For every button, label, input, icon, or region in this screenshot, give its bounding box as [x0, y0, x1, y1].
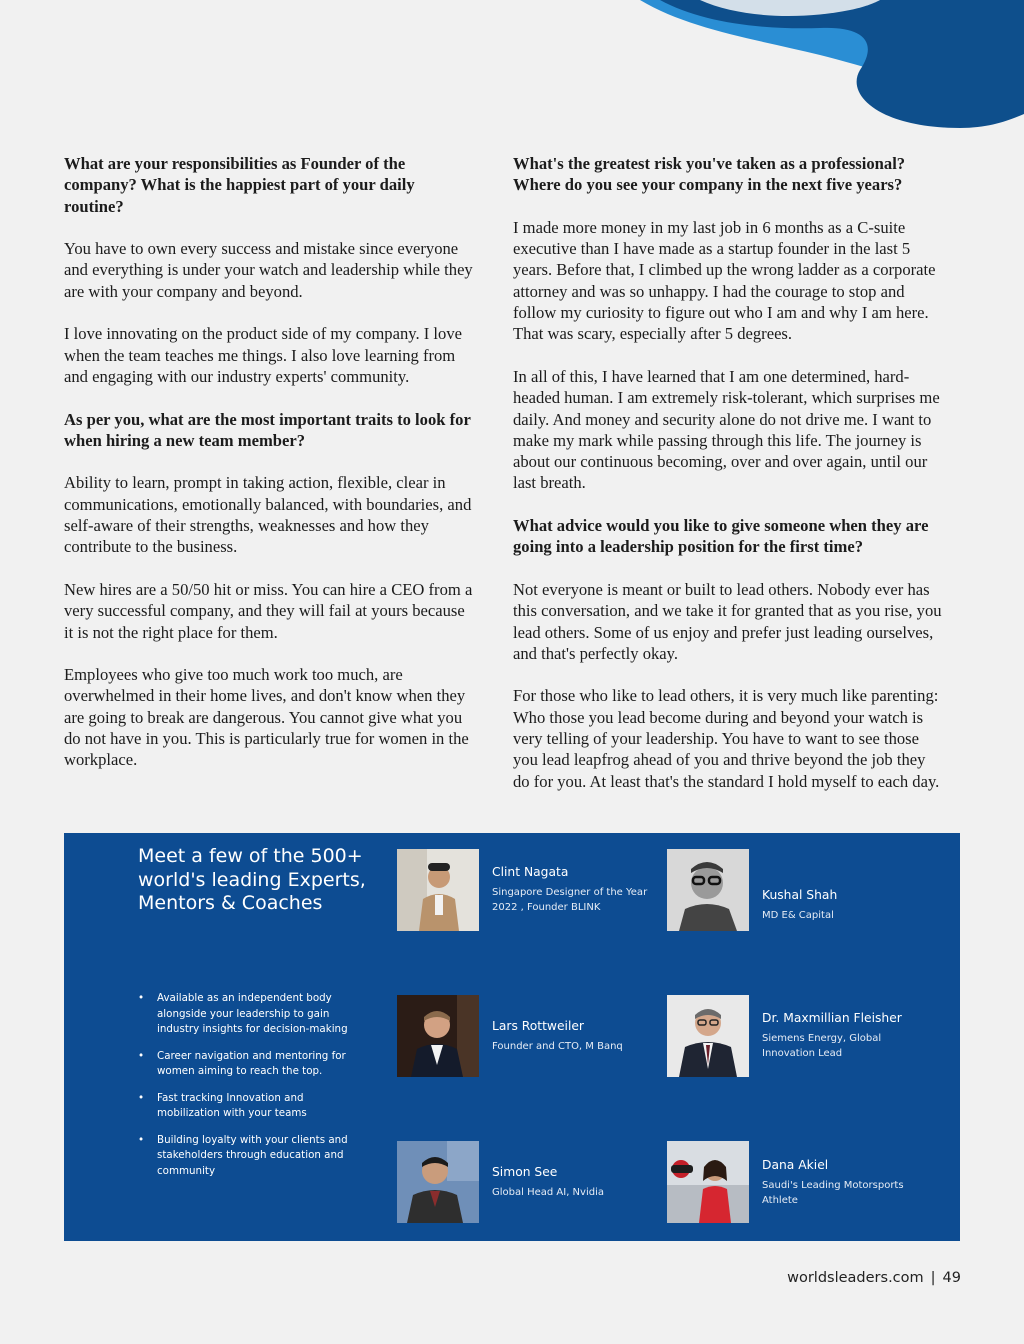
expert-photo	[667, 995, 749, 1077]
expert-name: Dr. Maxmillian Fleisher	[762, 1011, 902, 1025]
answer-paragraph: I love innovating on the product side of my company. I love when the team teaches me things. I also love learning from and engaging with our industry experts' community.	[64, 324, 463, 386]
expert-card-simon-see	[397, 1141, 657, 1223]
question-leadership-advice: What advice would you like to give someone when they are going into a leadership position for the first time?	[513, 516, 929, 557]
expert-name: Simon See	[492, 1165, 558, 1179]
expert-photo	[667, 1141, 749, 1223]
list-item: • Career navigation and mentoring for women aiming to reach the top.	[138, 1049, 368, 1080]
question-hiring-traits: As per you, what are the most important traits to look for when hiring a new team member?	[64, 409, 471, 450]
answer-paragraph: Employees who give too much work too much, are overwhelmed in their home lives, and don't know when they are going to break are dangerous. You cannot give what you do not have in you. This is particularly true for women in the workplace.	[64, 665, 469, 770]
expert-photo	[397, 1141, 479, 1223]
expert-name: Dana Akiel	[762, 1158, 829, 1172]
page-footer	[787, 1270, 961, 1286]
expert-name: Clint Nagata	[492, 865, 569, 879]
right-article-column	[513, 153, 945, 813]
expert-role: Founder and CTO, M Banq	[492, 1041, 623, 1052]
expert-role: Saudi's Leading Motorsports Athlete	[762, 1180, 904, 1206]
expert-role: MD E& Capital	[762, 910, 834, 921]
page-number: 49	[942, 1270, 961, 1286]
expert-card-maxmillian-fleisher	[667, 995, 927, 1077]
expert-card-clint-nagata	[397, 849, 657, 931]
expert-card-lars-rottweiler	[397, 995, 657, 1077]
answer-paragraph: You have to own every success and mistake since everyone and everything is under your watch and leadership while they are with your company and beyond.	[64, 239, 473, 301]
expert-name: Kushal Shah	[762, 888, 838, 902]
answer-paragraph: I made more money in my last job in 6 months as a C-suite executive than I have made as a startup founder in the last 5 years. Before that, I climbed up the wrong ladder as a corporate attorney and was so unhappy. I had the courage to stop and follow my curiosity to figure out who I am and why I am here. That was scary, especially after 5 degrees.	[513, 217, 936, 344]
expert-name: Lars Rottweiler	[492, 1019, 584, 1033]
answer-paragraph: Ability to learn, prompt in taking action, flexible, clear in communications, emotionally balanced, with boundaries, and self-aware of their strengths, weaknesses and how they contribute to the business.	[64, 473, 472, 557]
answer-paragraph: In all of this, I have learned that I am one determined, hard-headed human. I am extremely risk-tolerant, which surprises me daily. And money and security alone do not drive me. I want to make my mark while passing through this life. The journey is about our continuous becoming, over and over again, until our last breath.	[513, 366, 940, 493]
list-item: • Available as an independent body alongside your leadership to gain industry insights for decision-making	[138, 991, 368, 1038]
question-responsibilities: What are your responsibilities as Founder of the company? What is the happiest part of your daily routine?	[64, 154, 415, 216]
expert-role: Global Head AI, Nvidia	[492, 1187, 604, 1198]
left-article-column	[64, 153, 476, 792]
website-link[interactable]: worldsleaders.com	[787, 1270, 924, 1286]
answer-paragraph: For those who like to lead others, it is very much like parenting: Who those you lead become during and beyond your watch is very telling of your leadership. You have to want to see those you lead leapfrog ahead of you and thrive beyond the job they do for you. At least that's the standard I hold myself to each day.	[513, 686, 940, 791]
expert-role: Singapore Designer of the Year 2022 , Founder BLINK	[492, 887, 648, 913]
expert-photo	[667, 849, 749, 931]
list-item: • Building loyalty with your clients and stakeholders through education and community	[138, 1133, 368, 1180]
answer-paragraph: New hires are a 50/50 hit or miss. You can hire a CEO from a very successful company, and they will fail at yours because it is not the right place for them.	[64, 579, 473, 642]
benefits-list	[138, 991, 368, 1190]
top-right-wave-decoration	[0, 0, 1024, 140]
banner-title: Meet a few of the 500+ world's leading Experts, Mentors & Coaches	[138, 845, 366, 914]
expert-role: Siemens Energy, Global Innovation Lead	[762, 1033, 882, 1059]
question-greatest-risk: What's the greatest risk you've taken as a professional? Where do you see your company in the next five years?	[513, 154, 906, 195]
answer-paragraph: Not everyone is meant or built to lead others. Nobody ever has this conversation, and we take it for granted that as you rise, you lead others. Some of us enjoy and prefer just leading ourselves, and that's perfectly okay.	[513, 579, 942, 663]
footer-separator: |	[930, 1270, 936, 1286]
experts-advertisement-banner	[64, 833, 960, 1241]
list-item: • Fast tracking Innovation and mobilization with your teams	[138, 1091, 368, 1122]
expert-card-kushal-shah	[667, 849, 927, 931]
expert-card-dana-akiel	[667, 1141, 927, 1223]
expert-photo	[397, 849, 479, 931]
expert-photo	[397, 995, 479, 1077]
